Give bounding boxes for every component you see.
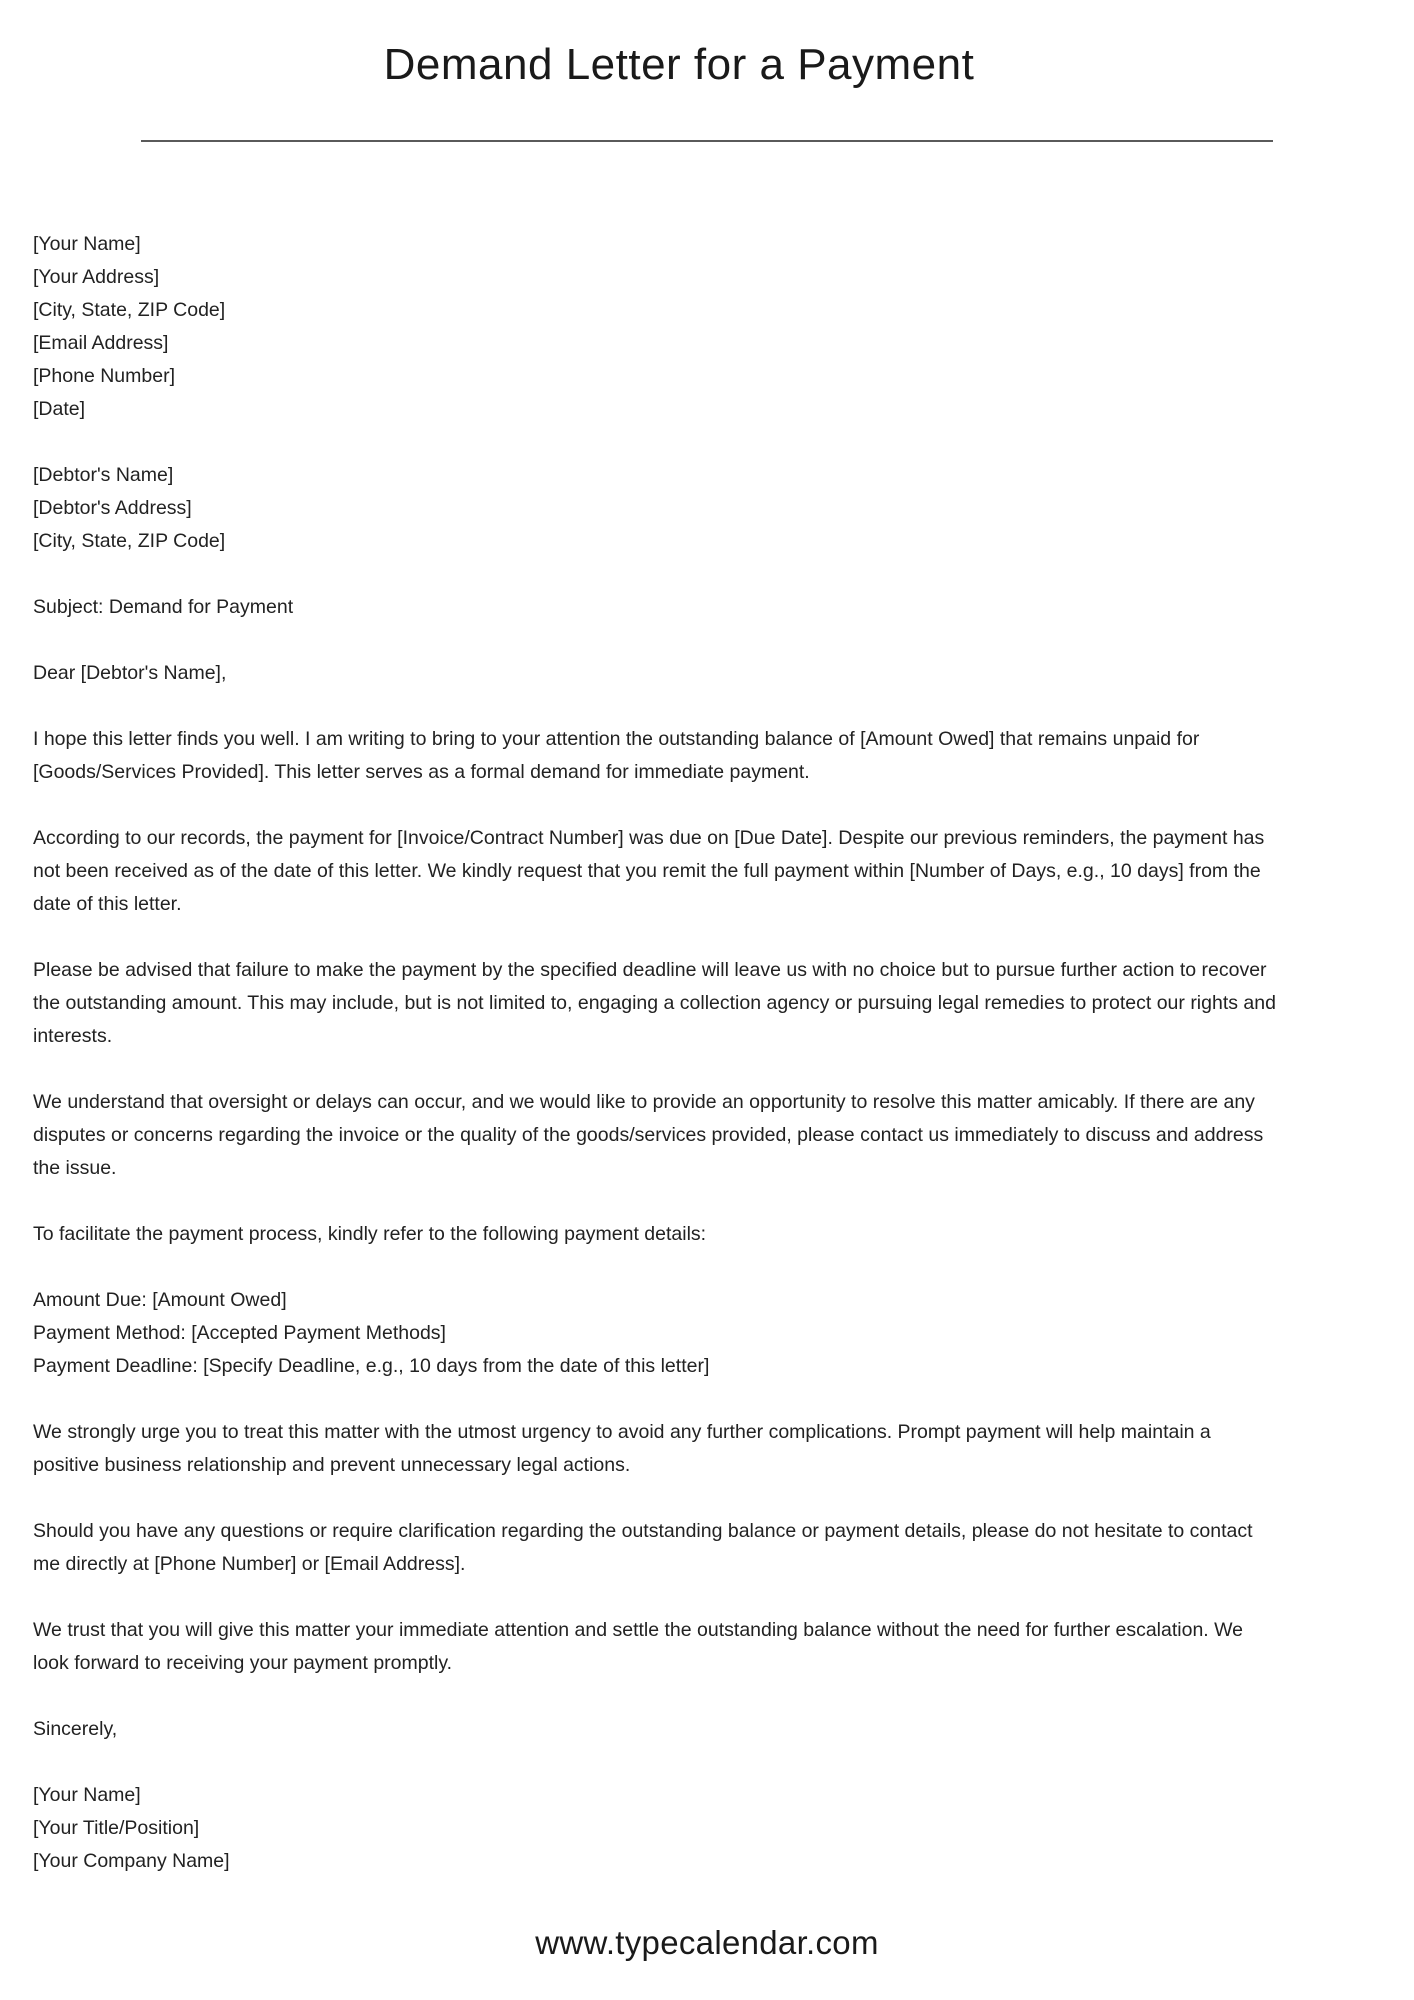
recipient-city-state-zip: [City, State, ZIP Code] [33, 530, 226, 552]
paragraph-2 [33, 822, 1393, 921]
detail-payment-method: Payment Method: [Accepted Payment Methods] [33, 1322, 446, 1344]
closing: Sincerely, [33, 1718, 118, 1740]
sender-name: [Your Name] [33, 233, 141, 255]
paragraph-line: me directly at [Phone Number] or [Email Address]. [33, 1553, 466, 1575]
signature-company: [Your Company Name] [33, 1850, 230, 1872]
title-divider [141, 140, 1273, 142]
paragraph-line: To facilitate the payment process, kindly refer to the following payment details: [33, 1223, 707, 1245]
detail-payment-deadline: Payment Deadline: [Specify Deadline, e.g., 10 days from the date of this letter] [33, 1355, 710, 1377]
paragraph-line: disputes or concerns regarding the invoice or the quality of the goods/services provided, please contact us immediately to discuss and address [33, 1124, 1264, 1146]
signature-title: [Your Title/Position] [33, 1817, 200, 1839]
paragraph-line: the outstanding amount. This may include, but is not limited to, engaging a collection agency or pursuing legal remedies to protect our rights and [33, 992, 1276, 1014]
paragraph-3 [33, 954, 1393, 1053]
paragraph-5 [33, 1218, 1393, 1251]
page-title: Demand Letter for a Payment [383, 40, 975, 89]
letter-body [33, 228, 1393, 1878]
paragraph-8 [33, 1614, 1393, 1680]
paragraph-line: positive business relationship and prevent unnecessary legal actions. [33, 1454, 631, 1476]
recipient-block [33, 459, 1393, 558]
sender-address: [Your Address] [33, 266, 160, 288]
recipient-address: [Debtor's Address] [33, 497, 192, 519]
signature-block [33, 1779, 1393, 1878]
paragraph-line: We strongly urge you to treat this matter with the utmost urgency to avoid any further complications. Prompt payment will help maintain a [33, 1421, 1211, 1443]
paragraph-line: I hope this letter finds you well. I am writing to bring to your attention the outstanding balance of [Amount Owed] that remains unpaid for [33, 728, 1200, 750]
paragraph-line: [Goods/Services Provided]. This letter serves as a formal demand for immediate payment. [33, 761, 810, 783]
footer-website: www.typecalendar.com [535, 1924, 879, 1961]
sender-block [33, 228, 1393, 426]
paragraph-line: the issue. [33, 1157, 117, 1179]
paragraph-line: We trust that you will give this matter your immediate attention and settle the outstanding balance without the need for further escalation. We [33, 1619, 1244, 1641]
paragraph-line: look forward to receiving your payment promptly. [33, 1652, 453, 1674]
paragraph-line: date of this letter. [33, 893, 182, 915]
paragraph-line: We understand that oversight or delays can occur, and we would like to provide an opportunity to resolve this matter amicably. If there are any [33, 1091, 1255, 1113]
paragraph-line: not been received as of the date of this letter. We kindly request that you remit the full payment within [Number of Days, e.g., 10 days] from the [33, 860, 1261, 882]
paragraph-7 [33, 1515, 1393, 1581]
paragraph-4 [33, 1086, 1393, 1185]
paragraph-line: interests. [33, 1025, 113, 1047]
paragraph-6 [33, 1416, 1393, 1482]
payment-details [33, 1284, 1393, 1383]
signature-name: [Your Name] [33, 1784, 141, 1806]
sender-email: [Email Address] [33, 332, 169, 354]
sender-phone: [Phone Number] [33, 365, 175, 387]
salutation: Dear [Debtor's Name], [33, 662, 227, 684]
letter-date: [Date] [33, 398, 86, 420]
paragraph-line: Please be advised that failure to make the payment by the specified deadline will leave us with no choice but to pursue further action to recover [33, 959, 1267, 981]
recipient-name: [Debtor's Name] [33, 464, 174, 486]
paragraph-line: According to our records, the payment for [Invoice/Contract Number] was due on [Due Date]. Despite our previous reminders, the payment has [33, 827, 1265, 849]
paragraph-line: Should you have any questions or require clarification regarding the outstanding balance or payment details, please do not hesitate to contact [33, 1520, 1253, 1542]
detail-amount-due: Amount Due: [Amount Owed] [33, 1289, 287, 1311]
subject-line: Subject: Demand for Payment [33, 596, 294, 618]
sender-city-state-zip: [City, State, ZIP Code] [33, 299, 226, 321]
paragraph-1 [33, 723, 1393, 789]
